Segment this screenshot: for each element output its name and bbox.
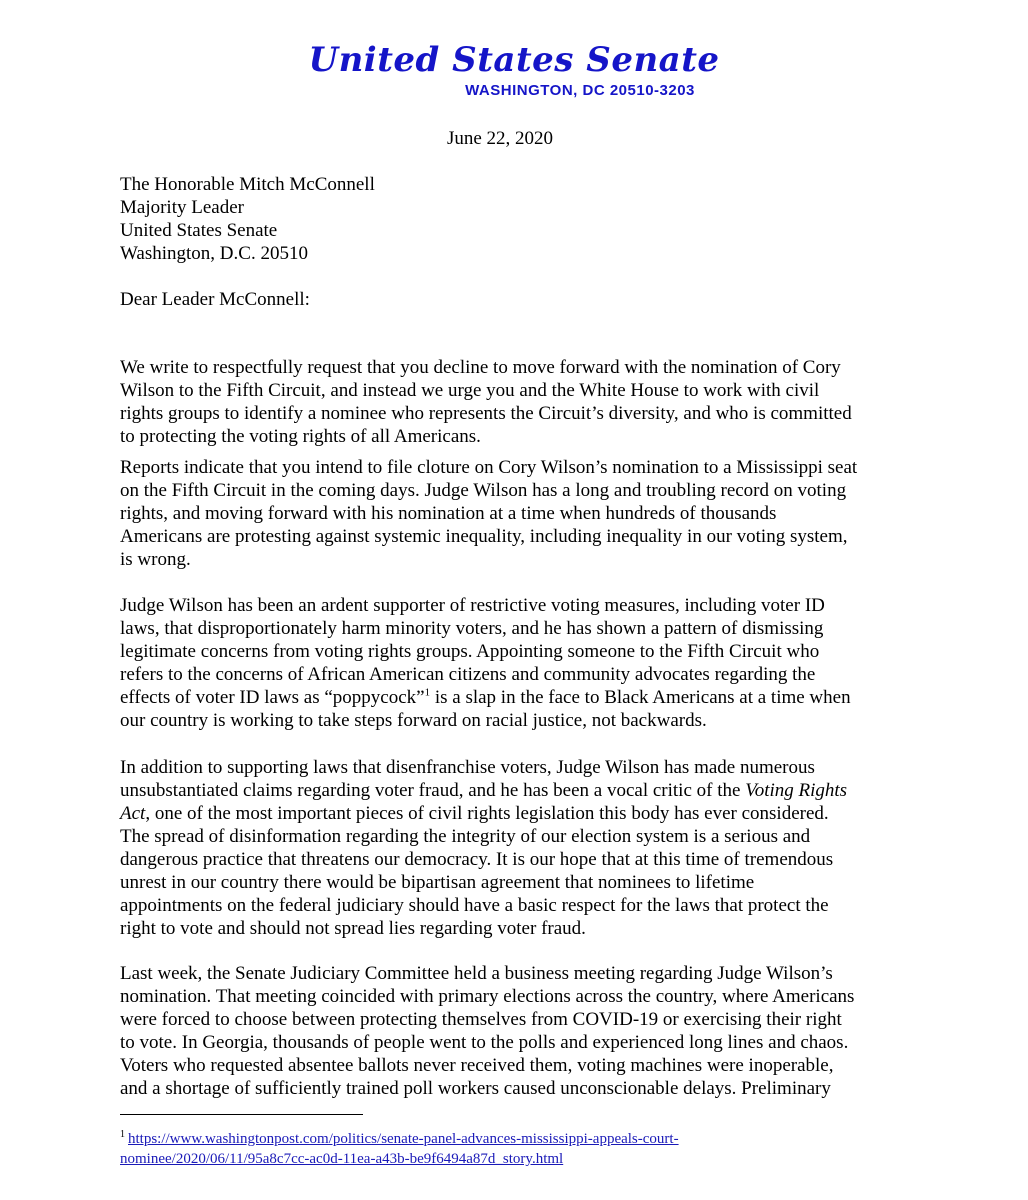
footnote-divider: [120, 1114, 363, 1115]
salutation: Dear Leader McConnell:: [120, 289, 310, 310]
recipient-line: Washington, D.C. 20510: [120, 243, 308, 264]
paragraph-2: [120, 456, 910, 571]
text-line: The spread of disinformation regarding the integrity of our election system is a serious and: [120, 826, 811, 847]
text-line: [120, 686, 910, 709]
text-line: Wilson to the Fifth Circuit, and instead we urge you and the White House to work with civil: [120, 380, 820, 401]
text-line: our country is working to take steps forward on racial justice, not backwards.: [120, 710, 707, 731]
paragraph-3: [120, 594, 910, 732]
senate-address: WASHINGTON, DC 20510-3203: [465, 82, 695, 99]
footnote-line: [120, 1125, 679, 1149]
act-title-italic: Act: [120, 803, 146, 824]
text-line: to vote. In Georgia, thousands of people went to the polls and experienced long lines and chaos.: [120, 1032, 849, 1053]
text-segment: effects of voter ID laws as “poppycock”: [120, 687, 425, 708]
text-line: Americans are protesting against systemic inequality, including inequality in our voting system,: [120, 526, 848, 547]
text-line: to protecting the voting rights of all Americans.: [120, 426, 481, 447]
recipient-line: Majority Leader: [120, 197, 244, 218]
senate-title: United States Senate: [308, 40, 720, 80]
text-line: Last week, the Senate Judiciary Committee held a business meeting regarding Judge Wilson’s: [120, 963, 833, 984]
text-segment: is a slap in the face to Black Americans at a time when: [430, 687, 851, 708]
text-line: refers to the concerns of African American citizens and community advocates regarding the: [120, 664, 816, 685]
text-line: legitimate concerns from voting rights groups. Appointing someone to the Fifth Circuit who: [120, 641, 820, 662]
text-line: is wrong.: [120, 549, 191, 570]
text-line: were forced to choose between protecting themselves from COVID-19 or exercising their right: [120, 1009, 842, 1030]
text-line: rights, and moving forward with his nomination at a time when hundreds of thousands: [120, 503, 777, 524]
text-line: [120, 779, 910, 802]
text-line: nomination. That meeting coincided with primary elections across the country, where Americans: [120, 986, 855, 1007]
text-line: In addition to supporting laws that disenfranchise voters, Judge Wilson has made numerous: [120, 757, 815, 778]
text-line: rights groups to identify a nominee who represents the Circuit’s diversity, and who is committed: [120, 403, 852, 424]
letter-date: June 22, 2020: [446, 128, 554, 149]
text-segment: unsubstantiated claims regarding voter fraud, and he has been a vocal critic of the: [120, 780, 746, 801]
footnote-link[interactable]: https://www.washingtonpost.com/politics/senate-panel-advances-mississippi-appeals-court-: [128, 1131, 679, 1147]
text-line: appointments on the federal judiciary should have a basic respect for the laws that protect the: [120, 895, 829, 916]
text-line: [120, 802, 910, 825]
text-segment: , one of the most important pieces of civil rights legislation this body has ever considered.: [145, 803, 829, 824]
text-line: and a shortage of sufficiently trained poll workers caused unconscionable delays. Preliminary: [120, 1078, 831, 1099]
footnote-line: [120, 1149, 679, 1169]
text-line: Judge Wilson has been an ardent supporter of restrictive voting measures, including voter ID: [120, 595, 825, 616]
text-line: laws, that disproportionately harm minority voters, and he has shown a pattern of dismissing: [120, 618, 824, 639]
recipient-line: United States Senate: [120, 220, 278, 241]
recipient-line: The Honorable Mitch McConnell: [120, 174, 375, 195]
letterhead: [0, 40, 1028, 99]
text-line: unrest in our country there would be bipartisan agreement that nominees to lifetime: [120, 872, 755, 893]
text-line: Reports indicate that you intend to file cloture on Cory Wilson’s nomination to a Mississippi seat: [120, 457, 858, 478]
text-line: right to vote and should not spread lies regarding voter fraud.: [120, 918, 586, 939]
footnote: [120, 1125, 679, 1169]
footnote-ref: 1: [424, 686, 431, 699]
text-line: dangerous practice that threatens our democracy. It is our hope that at this time of tremendous: [120, 849, 834, 870]
paragraph-1: [120, 356, 910, 448]
footnote-number: 1: [120, 1129, 125, 1140]
text-line: on the Fifth Circuit in the coming days. Judge Wilson has a long and troubling record on voting: [120, 480, 847, 501]
act-title-italic: Voting Rights: [745, 780, 848, 801]
text-line: Voters who requested absentee ballots never received them, voting machines were inoperable,: [120, 1055, 834, 1076]
recipient-address: [120, 173, 375, 265]
footnote-link[interactable]: nominee/2020/06/11/95a8c7cc-ac0d-11ea-a43b-be9f6494a87d_story.html: [120, 1151, 564, 1167]
paragraph-4: [120, 756, 910, 940]
paragraph-5: [120, 962, 910, 1100]
text-line: We write to respectfully request that you decline to move forward with the nomination of Cory: [120, 357, 841, 378]
